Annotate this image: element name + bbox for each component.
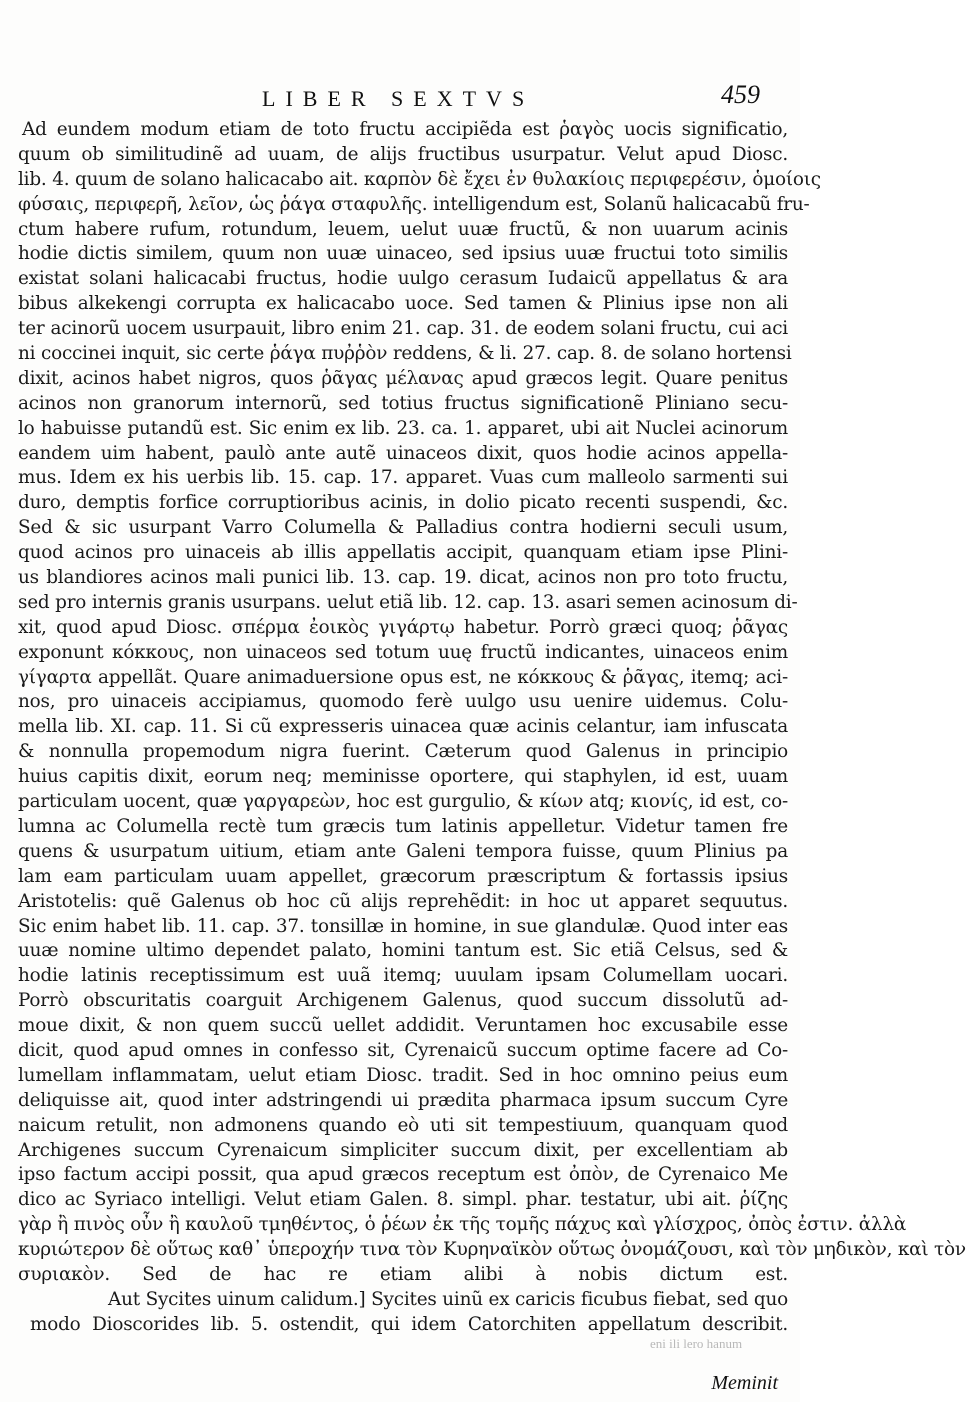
bleed-through-text: eni ili lero hanum [650, 1336, 743, 1351]
page-number: 459 [721, 80, 760, 109]
text-line: sed pro internis granis usurpans. uelut etiã lib. 12. cap. 13. asari semen acinosum di- [18, 591, 798, 613]
text-line: lam eam particulam uuam appellet, græcorum præscriptum & fortassis ipsius [18, 865, 788, 887]
text-line: γίγαρτα appellãt. Quare animaduersione opus est, ne κόκκους & ῥᾶγας, itemq; aci- [18, 666, 788, 688]
page-header [0, 80, 800, 120]
text-line: Sed & sic usurpant Varro Columella & Palladius contra hodierni seculi usum, [18, 517, 788, 539]
running-head: LIBER SEXTVS [262, 86, 535, 111]
text-line: Aut Sycites uinum calidum.] Sycites uinũ ex caricis ficubus fiebat, sed quo [108, 1288, 788, 1310]
text-line: γὰρ ἢ πινὸς οὖν ἢ καυλοῦ τμηθέντος, ὁ ῥέων ἐκ τῆς τομῆς πάχυς καὶ γλίσχρος, ὀπὸς ἐστιν. ἀλλὰ [18, 1214, 907, 1236]
text-line: dixit, acinos habet nigros, quos ῥᾶγας μέλανας apud græcos legit. Quare penitus [18, 367, 788, 389]
catchword: Meminit [711, 1372, 778, 1394]
text-line: lumna ac Columella rectè tum græcis tum latinis appelletur. Videtur tamen fre [18, 815, 788, 837]
text-line: κυριώτερον δὲ οὕτως καθ᾽ ὑπεροχήν τινα τὸν Κυρηναϊκὸν οὕτως ὀνομάζουσι, καὶ τὸν μηδικὸν, καὶ τὸν [18, 1239, 966, 1261]
text-line: nos, pro uinaceis accipiamus, quomodo ferè uulgo usu uenire uidemus. Colu- [18, 691, 788, 713]
body-text [18, 118, 966, 1338]
text-line: quens & usurpatum uitium, etiam ante Galeni tempora fuisse, quum Plinius pa [18, 840, 788, 862]
text-line: dico ac Syriaco intelligi. Velut etiam Galen. 8. simpl. phar. testatur, ubi ait. ῥίζης [18, 1189, 788, 1211]
text-line: Archigenes succum Cyrenaicum simpliciter succum dixit, per excellentiam ab [18, 1139, 788, 1161]
text-line: & nonnulla propemodum nigra fuerint. Cæterum quod Galenus in principio [18, 741, 788, 763]
text-line: ctum habere rufum, rotundum, leuem, uelut uuæ fructũ, & non uuarum acinis [18, 218, 788, 240]
text-line: hodie latinis receptissimum est uuã itemq; uuulam ipsam Columellam uocari. [18, 965, 788, 987]
text-line: modo Dioscorides lib. 5. ostendit, qui idem Catorchiten appellatum describit. [30, 1313, 788, 1335]
text-line: ni coccinei inquit, sic certe ῥάγα πυῤῥὸν reddens, & li. 27. cap. 8. de solano hortensi [18, 343, 792, 365]
text-line: φύσαις, περιφερῆ, λεῖον, ὡς ῥάγα σταφυλῆς. intelligendum est, Solanũ halicacabũ fru- [18, 193, 810, 215]
text-line: ter acinorũ uocem usurpauit, libro enim 21. cap. 31. de eodem solani fructu, cui aci [18, 318, 788, 340]
text-line: Sic enim habet lib. 11. cap. 37. tonsillæ in homine, in sue glandulæ. Quod inter eas [18, 915, 788, 937]
text-line: συριακὸν. Sed de hac re etiam alibi à nobis dictum est. [18, 1263, 788, 1285]
text-line: mella lib. XI. cap. 11. Si cũ expresseris uinacea quæ acinis celantur, iam infuscata [18, 716, 788, 738]
text-line: moue dixit, & non quem succũ uellet addidit. Veruntamen hoc excusabile esse [18, 1015, 788, 1037]
text-line: particulam uocent, quæ γαργαρεὼν, hoc est gurgulio, & κίων atq; κιονίς, id est, co- [18, 791, 788, 813]
text-line: uuæ nomine ultimo dependet palato, homini tantum est. Sic etiã Celsus, sed & [18, 940, 788, 962]
text-line: lib. 4. quum de solano halicacabo ait. καρπὸν δὲ ἔχει ἐν θυλακίοις περιφερέσιν, ὁμοίοις [18, 168, 821, 190]
text-line: mus. Idem ex his uerbis lib. 15. cap. 17. apparet. Vuas cum malleolo sarmenti sui [18, 467, 788, 489]
text-line: naicum retulit, non admonens quando eò uti sit tempestiuum, quanquam quod [18, 1114, 788, 1136]
text-line: us blandiores acinos mali punici lib. 13. cap. 19. dicat, acinos non pro toto fructu, [18, 567, 788, 589]
text-line: quum ob similitudinẽ ad uuam, de alijs fructibus usurpatur. Velut apud Diosc. [18, 143, 788, 165]
text-line: Aristotelis: quẽ Galenus ob hoc cũ alijs reprehẽdit: in hoc ut apparet sequutus. [18, 890, 788, 912]
text-line: bibus alkekengi corrupta ex halicacabo uoce. Sed tamen & Plinius ipse non ali [18, 293, 788, 315]
text-line: quod acinos pro uinaceis ab illis appellatis accipit, quanquam etiam ipse Plini- [18, 542, 788, 564]
text-line: huius capitis dixit, eorum neq; meminisse oportere, qui staphylen, id est, uuam [18, 766, 788, 788]
text-line: ipso factum accipi possit, qua apud græcos receptum est ὀπὸν, de Cyrenaico Me [18, 1164, 788, 1186]
text-line: deliquisse ait, quod inter adstringendi ui prædita pharmaca ipsum succum Cyre [18, 1089, 788, 1111]
text-line: eandem uim habent, paulò ante autẽ uinaceos dixit, quos hodie acinos appella- [18, 442, 788, 464]
text-line: duro, demptis forfice corruptioribus acinis, in dolio picato recenti suspendi, &c. [18, 492, 788, 514]
text-line: lo habuisse putandũ est. Sic enim ex lib. 23. ca. 1. apparet, ubi ait Nuclei acinorum [18, 417, 788, 439]
text-line: acinos non granorum internorũ, sed totius fructus significationẽ Pliniano secu- [18, 392, 788, 414]
text-line: lumellam inflammatam, uelut etiam Diosc. tradit. Sed in hoc omnino peius eum [18, 1064, 788, 1086]
text-line: exponunt κόκκους, non uinaceos sed totum uuę fructũ indicantes, uinaceos enim [18, 641, 788, 663]
text-line: hodie dictis similem, quum non uuæ uinaceo, sed ipsius uuæ fructui toto similis [18, 243, 788, 265]
text-line: dicit, quod apud omnes in confesso sit, Cyrenaicũ succum optime facere ad Co- [18, 1039, 788, 1061]
text-line: existat solani halicacabi fructus, hodie uulgo cerasum Iudaicũ appellatus & ara [18, 268, 788, 290]
text-line: Porrò obscuritatis coarguit Archigenem Galenus, quod succum dissolutũ ad- [18, 990, 788, 1012]
text-line: Ad eundem modum etiam de toto fructu accipiẽda est ῥαγὸς uocis significatio, [22, 119, 788, 140]
text-line: xit, quod apud Diosc. σπέρμα ἐοικὸς γιγάρτῳ habetur. Porrò græci quoq; ῥᾶγας [18, 616, 788, 638]
